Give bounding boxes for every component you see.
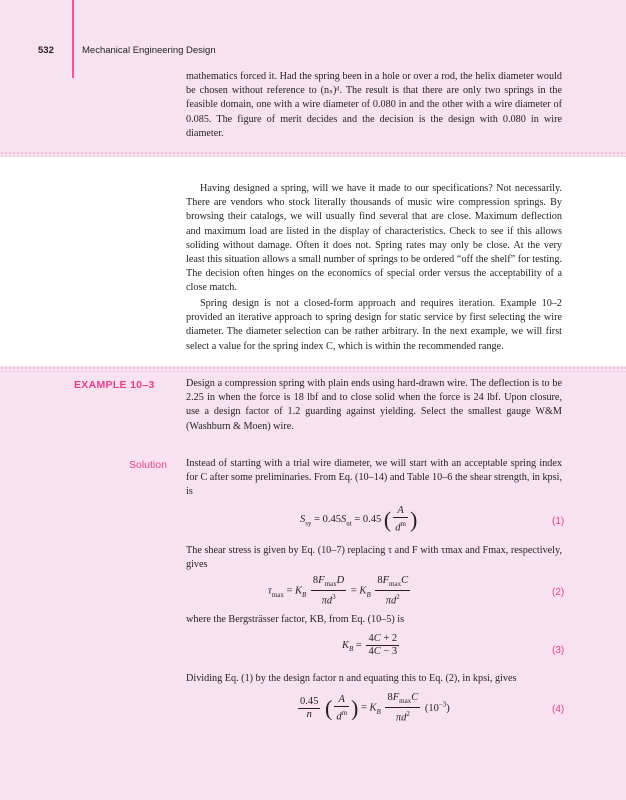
bottom-dotted-rule — [0, 366, 626, 372]
equation-2-number: (2) — [552, 587, 565, 598]
example-problem: Design a compression spring with plain ends using hard-drawn wire. The deflection is to be 2.25 in when the force is 18 lbf and to close solid when the force is 24 lbf. Upon closure, use a design factor of 1.2 guarding against yielding. Select the smallest gauge W&M (Washburn & Moen) wire. — [186, 378, 562, 432]
top-paragraph: mathematics forced it. Had the spring been in a hole or over a rod, the helix diameter would be chosen without reference to (nₛ)ᵈ. The result is that there are only two springs in the feasible domain, one with a wire diameter of 0.080 in and the other with a wire diameter of 0.085. The figure of merit decides and the decision is the design with 0.080 in wire diameter. — [186, 71, 562, 139]
equation-4: $\frac{0.45}{n}$ ( $\frac{A}{d^m}$ ) = $K_B$ $\frac{8F_{max}C}{\pi d^2}$ $(10^{-3})$ — [300, 692, 450, 724]
equation-1-number: (1) — [552, 516, 565, 527]
example-label: EXAMPLE 10–3 — [74, 379, 155, 391]
equation-3: $K_B$ = $\frac{4C + 2}{4C - 3}$ — [342, 633, 398, 657]
box-paragraph-2: Spring design is not a closed-form approach and requires iteration. Example 10–2 provided an iterative approach to spring design for static service by first selecting the wire diameter. The diameter selection can be rather arbitrary. In the next example, we will first select a value for the spring index C, which is within the recommended range. — [186, 298, 562, 352]
equation-2: $\tau_{max} = K_B$ $\frac{8F_{max}D}{\pi d^3}$ = $K_B$ $\frac{8F_{max}C}{\pi d^2}$ — [268, 575, 409, 607]
solution-intro: Instead of starting with a trial wire diameter, we will start with an acceptable spring index for C after some preliminaries. From Eq. (10–14) and Table 10–6 the shear strength, in kpsi, is — [186, 458, 562, 498]
equation-4-number: (4) — [552, 704, 565, 715]
page-number: 532 — [38, 45, 54, 56]
header-rule — [72, 0, 74, 78]
equation-3-number: (3) — [552, 645, 565, 656]
solution-label: Solution — [129, 459, 167, 471]
running-title: Mechanical Engineering Design — [82, 45, 216, 56]
solution-text-4: Dividing Eq. (1) by the design factor n and equating this to Eq. (2), in kpsi, gives — [186, 673, 517, 684]
equation-1: $S_{sy} = 0.45S_{ut} = 0.45$ ( $\frac{A}{d^m}$ ) — [300, 505, 418, 534]
box-paragraph-1: Having designed a spring, will we have it made to our specifications? Not necessarily. There are vendors who stock literally thousands of music wire compression springs. By browsing their catalogs, we will usually find several that are close. Maximum deflection and maximum load are listed in the display of characteristics. Check to see if this allows soliding without damage. Often it does not. Spring rates may only be close. At the very least this situation allows a small number of springs to be ordered “off the shelf” for testing. The decision often hinges on the economics of special order versus the acceptability of a close match. — [186, 183, 562, 294]
solution-text-3: where the Bergsträsser factor, KB, from Eq. (10–5) is — [186, 614, 405, 625]
solution-text-2: The shear stress is given by Eq. (10–7) replacing τ and F with τmax and Fmax, respectively, gives — [186, 545, 562, 571]
